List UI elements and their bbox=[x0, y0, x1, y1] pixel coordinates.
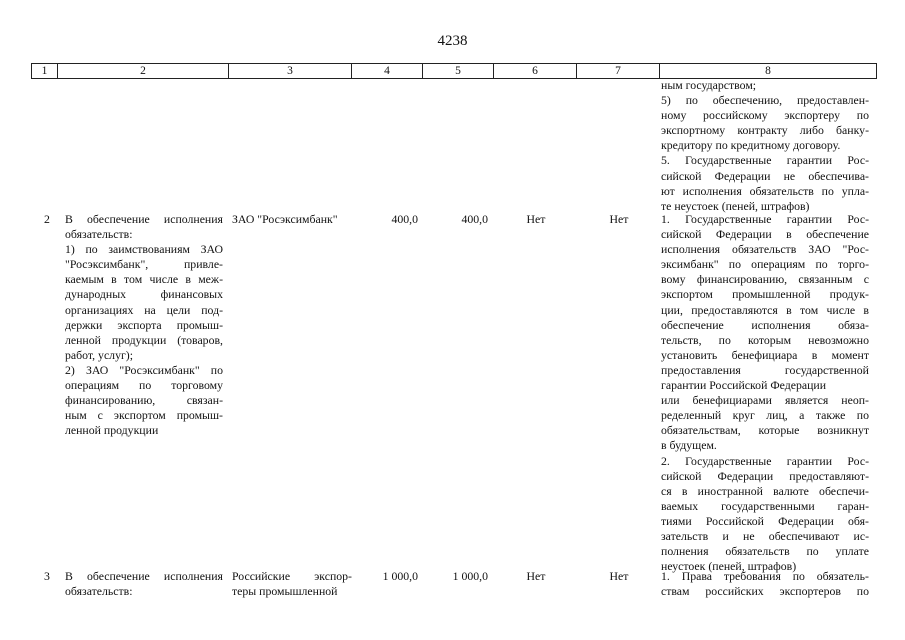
header-col-6: 6 bbox=[532, 65, 538, 77]
text-line: В обеспечение исполнения bbox=[65, 569, 223, 583]
text-line: ции, предоставляются в том числе в bbox=[661, 302, 869, 317]
text-line: 1. Права требования по обязатель- bbox=[661, 569, 869, 583]
text-line: Российские экспор- bbox=[232, 569, 352, 583]
text-line: обязательствам, которые возникнут bbox=[661, 423, 869, 438]
text-line: операциям по торговому bbox=[65, 378, 223, 393]
text-line: сийской Федерации в обеспечение bbox=[661, 227, 869, 242]
text-line: вому финансированию, связанным с bbox=[661, 272, 869, 287]
text-line: ному российскому экспортеру по bbox=[661, 108, 869, 123]
text-line: обеспечение исполнения обяза- bbox=[661, 317, 869, 332]
text-line: исполнения обязательств ЗАО "Рос- bbox=[661, 242, 869, 257]
text-line: в будущем. bbox=[661, 438, 717, 453]
text-line: 5) по обеспечению, предоставлен- bbox=[661, 93, 869, 108]
text-line: гарантии Российской Федерации bbox=[661, 378, 827, 393]
header-col-7: 7 bbox=[615, 65, 621, 77]
text-line: ЗАО "Росэксимбанк" bbox=[232, 212, 338, 226]
recourse-flag: Нет bbox=[526, 569, 546, 583]
page-number: 4238 bbox=[437, 33, 468, 49]
text-line: предоставления государственной bbox=[661, 362, 869, 377]
text-line: неустоек (пеней, штрафов) bbox=[661, 559, 797, 574]
principal-name bbox=[232, 569, 352, 599]
text-line: тельств, по которым невозможно bbox=[661, 332, 869, 347]
guarantee-amount: 1 000,0 bbox=[382, 569, 418, 583]
security-flag: Нет bbox=[609, 569, 629, 583]
principal-name bbox=[232, 212, 338, 227]
guarantee-purpose bbox=[65, 212, 223, 438]
text-line: ленной продукции (товаров, bbox=[65, 332, 223, 347]
text-line: каемым в том числе в меж- bbox=[65, 272, 223, 287]
text-line: ленной продукции bbox=[65, 423, 159, 438]
text-line: финансированию, связан- bbox=[65, 393, 223, 408]
text-line: зательств и не обеспечивают ис- bbox=[661, 528, 869, 543]
text-line: теры промышленной bbox=[232, 584, 338, 599]
text-line: ся в иностранной валюте обеспечи- bbox=[661, 483, 869, 498]
text-line: сийской Федерации не обеспечива- bbox=[661, 168, 869, 183]
text-line: 2) ЗАО "Росэксимбанк" по bbox=[65, 362, 223, 377]
text-line: ют исполнения обязательств по упла- bbox=[661, 183, 869, 198]
guarantee-amount: 1 000,0 bbox=[452, 569, 488, 583]
text-line: 2. Государственные гарантии Рос- bbox=[661, 453, 869, 468]
header-col-2: 2 bbox=[140, 65, 146, 77]
table-header-row bbox=[31, 63, 877, 79]
text-line: 1) по заимствованиям ЗАО bbox=[65, 242, 223, 257]
text-line: 5. Государственные гарантии Рос- bbox=[661, 153, 869, 168]
text-line: тиями Российской Федерации обя- bbox=[661, 513, 869, 528]
text-line: ным с экспортом промыш- bbox=[65, 408, 223, 423]
header-col-1: 1 bbox=[41, 65, 48, 77]
text-line: или бенефициарами является неоп- bbox=[661, 393, 869, 408]
row-number: 2 bbox=[44, 212, 50, 226]
security-flag: Нет bbox=[609, 212, 629, 226]
header-col-3: 3 bbox=[287, 65, 293, 77]
text-line: ределенный круг лиц, а также по bbox=[661, 408, 869, 423]
guarantee-amount: 400,0 bbox=[391, 212, 418, 226]
conditions-continuation bbox=[661, 78, 869, 214]
header-col-8: 8 bbox=[765, 65, 771, 77]
text-line: 1. Государственные гарантии Рос- bbox=[661, 212, 869, 226]
text-line: экспортному контракту либо банку- bbox=[661, 123, 869, 138]
text-line: ным государством; bbox=[661, 78, 757, 92]
header-col-4: 4 bbox=[384, 65, 390, 77]
text-line: обязательств: bbox=[65, 227, 133, 242]
text-line: полнения обязательств по уплате bbox=[661, 544, 869, 559]
guarantee-purpose bbox=[65, 569, 223, 599]
guarantee-conditions bbox=[661, 569, 869, 599]
text-line: ствам российских экспортеров по bbox=[661, 584, 869, 599]
text-line: сийской Федерации предоставляют- bbox=[661, 468, 869, 483]
text-line: держки экспорта промыш- bbox=[65, 317, 223, 332]
text-line: экспортом промышленной продук- bbox=[661, 287, 869, 302]
guarantee-amount: 400,0 bbox=[461, 212, 488, 226]
row-number: 3 bbox=[44, 569, 50, 583]
header-col-5: 5 bbox=[455, 65, 461, 77]
text-line: те неустоек (пеней, штрафов) bbox=[661, 198, 810, 213]
text-line: работ, услуг); bbox=[65, 347, 134, 362]
recourse-flag: Нет bbox=[526, 212, 546, 226]
text-line: организациях на цели под- bbox=[65, 302, 223, 317]
text-line: В обеспечение исполнения bbox=[65, 212, 223, 226]
text-line: "Росэксимбанк", привле- bbox=[65, 257, 223, 272]
text-line: ваемых государственными гаран- bbox=[661, 498, 869, 513]
text-line: эксимбанк" по операциям по торго- bbox=[661, 257, 869, 272]
text-line: дународных финансовых bbox=[65, 287, 223, 302]
text-line: установить бенефициара в момент bbox=[661, 347, 869, 362]
text-line: кредитору по кредитному договору. bbox=[661, 138, 841, 153]
guarantee-conditions bbox=[661, 212, 869, 574]
text-line: обязательств: bbox=[65, 584, 133, 599]
